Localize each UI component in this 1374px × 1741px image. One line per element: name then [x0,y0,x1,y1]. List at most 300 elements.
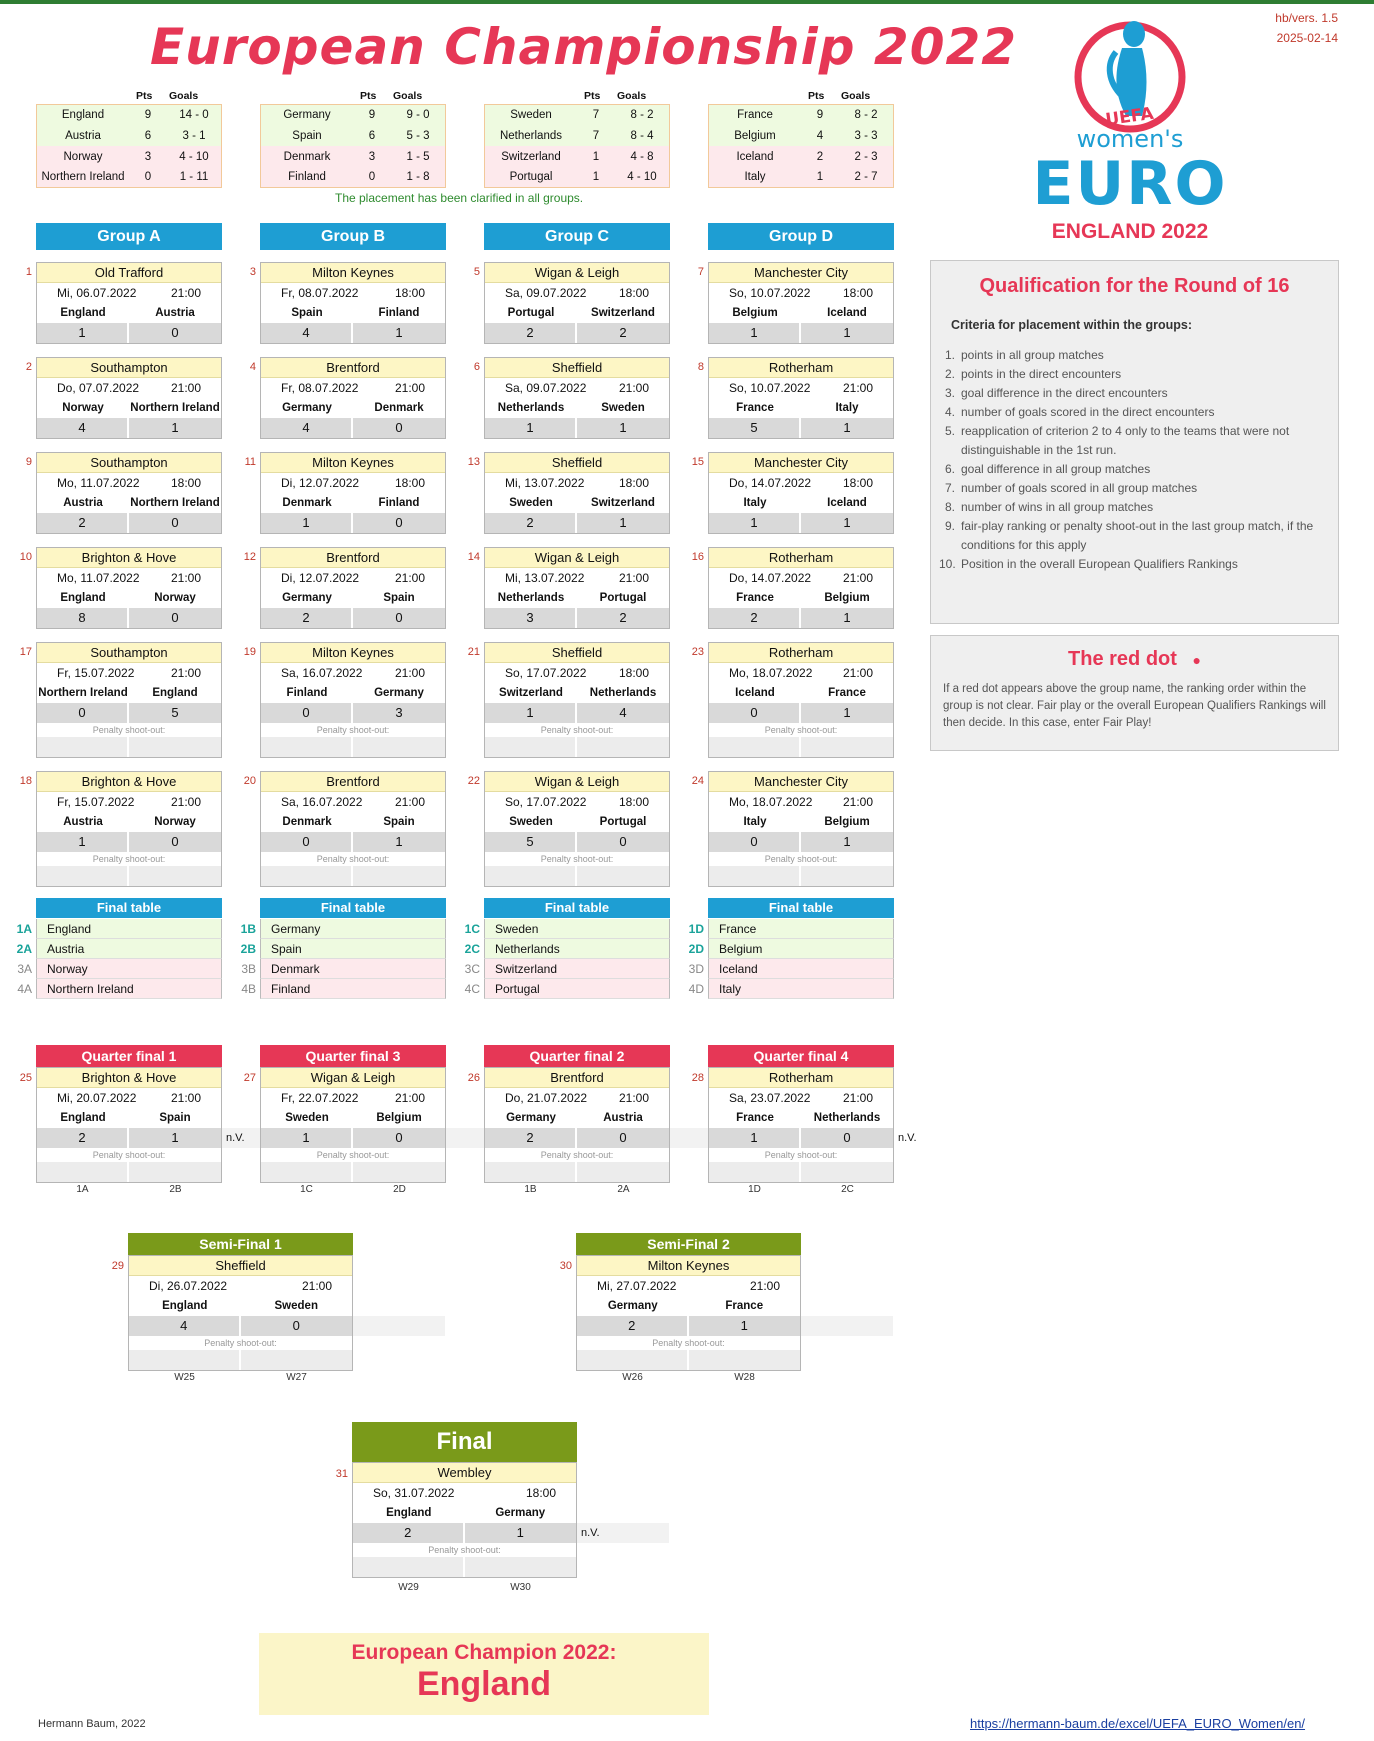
home-score[interactable]: 8 [37,608,129,628]
away-penalty[interactable] [353,1162,445,1182]
penalty-label: Penalty shoot-out: [540,1150,614,1160]
final-header: Final [352,1422,577,1462]
away-penalty[interactable] [577,1162,669,1182]
match-time: 21:00 [394,381,425,395]
away-team: Finland [378,497,420,509]
match-card [36,262,222,344]
match-card [260,452,446,534]
goals-header: Goals [393,90,423,102]
away-score[interactable]: 1 [171,420,179,435]
home-penalty[interactable] [485,1162,577,1182]
away-score[interactable]: 0 [292,1318,300,1333]
away-penalty[interactable] [689,1350,801,1370]
standings-pts: 6 [144,129,152,142]
match-card [484,547,670,629]
match-time: 21:00 [170,1091,201,1105]
criteria-number: 3. [944,386,955,400]
match-date: Sa, 09.07.2022 [505,286,587,300]
match-score [261,608,445,628]
final-table-place: 1D [688,922,704,936]
home-team: Norway [62,402,104,414]
match-score [485,323,669,343]
match-time: 21:00 [170,381,201,395]
away-score[interactable]: 1 [843,515,851,530]
away-team: Northern Ireland [130,497,220,509]
standings-row [708,167,894,188]
final-table-place: 4C [464,982,480,996]
home-team: Denmark [282,816,332,828]
away-penalty[interactable] [801,1162,893,1182]
match-datetime [37,1088,221,1108]
standings-pts: 6 [368,129,376,142]
match-venue: Wembley [353,1463,576,1483]
standings-goals: 3 - 3 [854,129,878,142]
away-team: Netherlands [813,1112,881,1124]
match-date: Fr, 15.07.2022 [57,795,135,809]
standings-pts: 3 [144,150,152,163]
standings-goals: 8 - 4 [630,129,654,142]
home-penalty[interactable] [261,1162,353,1182]
match-number: 4 [249,361,256,373]
match-datetime [353,1483,576,1503]
away-score[interactable]: 1 [843,420,851,435]
qualifier-slot: W25 [174,1372,195,1383]
match-venue: Wigan & Leigh [261,1068,445,1088]
home-score[interactable]: 0 [261,832,353,852]
final-table-team: Denmark [260,959,446,979]
group-header-1[interactable]: Group B [260,223,446,250]
match-date: Di, 26.07.2022 [149,1279,228,1293]
penalty-score [709,1162,893,1182]
final-table-place: 1B [240,922,256,936]
match-number: 21 [467,646,480,658]
match-venue: Rotherham [709,548,893,568]
standings-goals: 2 - 3 [854,150,878,163]
final-table-team: Iceland [708,959,894,979]
home-score[interactable]: 2 [577,1316,689,1336]
away-team: Germany [495,1507,546,1519]
standings-goals: 4 - 10 [627,171,657,183]
criteria-text: points in all group matches [961,348,1104,362]
criteria-item [939,498,1324,517]
home-score[interactable]: 4 [129,1316,241,1336]
match-date: Sa, 16.07.2022 [281,795,363,809]
away-score[interactable]: 0 [619,1130,627,1145]
match-datetime [485,378,669,398]
match-number: 19 [243,646,256,658]
match-time: 21:00 [170,666,201,680]
match-date: Do, 21.07.2022 [505,1091,588,1105]
away-penalty[interactable] [129,866,221,886]
match-venue: Brentford [261,548,445,568]
home-score[interactable]: 2 [37,513,129,533]
home-team: France [736,592,774,604]
match-date: Mo, 18.07.2022 [729,666,813,680]
match-score [37,323,221,343]
home-penalty[interactable] [485,737,577,757]
standings-team: Spain [292,129,322,142]
home-score[interactable]: 1 [485,418,577,438]
away-score[interactable]: 1 [171,1130,179,1145]
footer-link[interactable]: https://hermann-baum.de/excel/UEFA_EURO_Women/en/ [970,1716,1306,1731]
match-card [260,771,446,887]
home-penalty[interactable] [709,866,801,886]
match-teams [37,493,221,513]
away-score[interactable]: 0 [171,515,179,530]
match-time: 21:00 [842,381,873,395]
away-team: Switzerland [591,307,655,319]
home-score[interactable]: 2 [37,1128,129,1148]
away-penalty[interactable] [353,737,445,757]
home-score[interactable]: 4 [261,323,353,343]
away-score[interactable]: 4 [619,705,627,720]
criteria-number: 6. [944,462,955,476]
match-venue: Manchester City [709,772,893,792]
pts-header: Pts [360,90,377,102]
final-table-team: Finland [260,979,446,999]
match-number: 2 [25,361,32,373]
match-time: 21:00 [618,571,649,585]
standings-table-0 [36,86,222,188]
standings-goals: 5 - 3 [406,129,430,142]
qualification-title: Qualification for the Round of 16 [979,275,1290,297]
away-team: Spain [159,1112,191,1124]
away-score[interactable]: 1 [740,1318,748,1333]
match-teams [261,588,445,608]
home-penalty[interactable] [37,737,129,757]
away-score[interactable]: 1 [843,325,851,340]
match-venue: Sheffield [485,453,669,473]
quarter-final-header: Quarter final 3 [260,1045,446,1067]
standings-team: Italy [744,171,766,183]
away-score[interactable]: 1 [843,610,851,625]
home-score[interactable]: 2 [353,1523,465,1543]
match-card [708,357,894,439]
match-card [708,262,894,344]
match-number: 3 [249,266,256,278]
qualification-panel [930,260,1339,624]
away-score[interactable]: 0 [395,1130,403,1145]
standings-row [36,146,222,167]
match-score [37,703,221,723]
page-title: European Championship 2022 [150,18,1018,76]
standings-header [36,86,222,104]
standings-table-2 [484,86,670,188]
criteria-item [939,422,1324,460]
standings-pts: 2 [816,150,824,163]
group-header-0[interactable]: Group A [36,223,222,250]
standings-row [484,104,670,125]
match-datetime [37,283,221,303]
away-penalty[interactable] [465,1557,577,1577]
away-score[interactable]: 2 [619,325,627,340]
home-score[interactable]: 1 [261,513,353,533]
standings-pts: 7 [592,129,600,142]
match-card [36,547,222,629]
home-penalty[interactable] [709,1162,801,1182]
home-team: Northern Ireland [38,687,128,699]
clarified-note: The placement has been clarified in all groups. [335,191,584,205]
penalty-label: Penalty shoot-out: [92,854,166,864]
match-time: 21:00 [394,571,425,585]
quarter-final-header: Quarter final 2 [484,1045,670,1067]
group-header-2[interactable]: Group C [484,223,670,250]
match-time: 18:00 [842,286,873,300]
version-info [1275,8,1338,48]
match-teams [37,398,221,418]
match-venue: Brentford [485,1068,669,1088]
match-date: So, 31.07.2022 [373,1486,455,1500]
home-score[interactable]: 2 [485,513,577,533]
away-score[interactable]: 1 [619,420,627,435]
qualifier-slot: 2D [393,1184,406,1195]
match-time: 21:00 [749,1279,780,1293]
home-team: England [386,1507,432,1519]
reddot-title [931,648,1338,671]
qualifier-slot: 1C [300,1184,313,1195]
home-penalty[interactable] [129,1350,241,1370]
penalty-score [577,1350,800,1370]
away-score[interactable]: 1 [843,705,851,720]
standings-pts: 0 [368,171,376,183]
final-table-place: 1C [464,922,480,936]
final-table-place: 4A [17,982,32,996]
home-score[interactable]: 2 [485,323,577,343]
match-venue: Milton Keynes [577,1256,800,1276]
match-teams [485,493,669,513]
home-score[interactable]: 1 [709,1128,801,1148]
score-extension [353,1316,445,1336]
final-table-place: 2D [688,942,704,956]
goals-header: Goals [169,90,199,102]
away-penalty[interactable] [353,866,445,886]
criteria-item [939,517,1324,555]
match-score [485,513,669,533]
match-datetime [485,473,669,493]
match-date: So, 10.07.2022 [729,381,811,395]
match-datetime [261,568,445,588]
away-score[interactable]: 0 [619,834,627,849]
home-score[interactable]: 4 [37,418,129,438]
match-datetime [261,473,445,493]
standings-pts: 1 [592,171,600,183]
standings-goals: 8 - 2 [630,109,654,121]
match-card [352,1462,577,1578]
home-score[interactable]: 2 [709,608,801,628]
match-score [485,832,669,852]
match-score [485,703,669,723]
criteria-item [939,384,1324,403]
away-team: Austria [603,1112,643,1124]
match-date: Di, 12.07.2022 [281,476,360,490]
criteria-text: points in the direct encounters [961,367,1122,381]
away-penalty[interactable] [129,1162,221,1182]
home-team: Denmark [282,497,332,509]
match-date: Fr, 08.07.2022 [281,286,359,300]
away-score[interactable]: 0 [395,610,403,625]
penalty-score [485,866,669,886]
home-penalty[interactable] [485,866,577,886]
home-score[interactable]: 3 [485,608,577,628]
match-number: 14 [467,551,480,563]
home-team: Switzerland [499,687,563,699]
home-score[interactable]: 4 [261,418,353,438]
match-date: Mi, 20.07.2022 [57,1091,137,1105]
home-penalty[interactable] [577,1350,689,1370]
match-card [708,1067,894,1183]
match-card [260,262,446,344]
home-penalty[interactable] [261,866,353,886]
match-card [708,452,894,534]
standings-goals: 14 - 0 [179,109,209,121]
home-team: Belgium [732,307,778,319]
match-score [577,1316,800,1336]
home-score[interactable]: 1 [261,1128,353,1148]
match-teams [261,493,445,513]
away-penalty[interactable] [129,737,221,757]
away-team: Italy [835,402,859,414]
match-card [128,1255,353,1371]
away-score[interactable]: 1 [516,1525,524,1540]
top-border [0,0,1374,4]
match-card [484,1067,670,1183]
match-datetime [261,378,445,398]
away-score[interactable]: 1 [395,325,403,340]
home-penalty[interactable] [709,737,801,757]
home-penalty[interactable] [261,737,353,757]
goals-header: Goals [617,90,647,102]
home-score[interactable]: 2 [485,1128,577,1148]
match-score [261,513,445,533]
home-score[interactable]: 5 [485,832,577,852]
pts-header: Pts [136,90,153,102]
match-venue: Manchester City [709,263,893,283]
standings-goals: 3 - 1 [182,129,206,142]
standings-row [260,146,446,167]
standings-team: Switzerland [501,150,561,163]
away-score[interactable]: 1 [395,834,403,849]
match-date: Fr, 15.07.2022 [57,666,135,680]
match-card [36,642,222,758]
away-score[interactable]: 0 [171,610,179,625]
match-number: 6 [473,361,480,373]
match-time: 18:00 [618,286,649,300]
home-score[interactable]: 1 [485,703,577,723]
away-score[interactable]: 0 [171,834,179,849]
match-score [37,608,221,628]
standings-goals: 4 - 10 [179,150,209,163]
away-penalty[interactable] [801,737,893,757]
away-score[interactable]: 0 [395,515,403,530]
standings-pts: 9 [368,109,376,121]
home-penalty[interactable] [37,1162,129,1182]
home-score[interactable]: 5 [709,418,801,438]
home-score[interactable]: 1 [709,513,801,533]
reddot-text: If a red dot appears above the group name, the ranking order within the group is not clear. Fair play or the overall European Qualifiers Rankings will then decide. In this case, enter Fair Play! [943,683,1326,729]
match-score [37,418,221,438]
standings-team: France [737,109,773,121]
home-score[interactable]: 0 [709,703,801,723]
home-score[interactable]: 1 [37,832,129,852]
away-score[interactable]: 3 [395,705,403,720]
match-teams [485,588,669,608]
home-score[interactable]: 1 [37,323,129,343]
match-time: 18:00 [170,476,201,490]
match-venue: Southampton [37,358,221,378]
home-penalty[interactable] [353,1557,465,1577]
match-number: 20 [243,775,256,787]
match-date: Fr, 22.07.2022 [281,1091,359,1105]
home-score[interactable]: 1 [709,323,801,343]
criteria-item [939,555,1324,574]
away-score[interactable]: 0 [395,420,403,435]
match-number: 26 [467,1072,480,1084]
final-table-place: 2A [16,942,32,956]
home-penalty[interactable] [37,866,129,886]
match-teams [37,1108,221,1128]
home-score[interactable]: 0 [709,832,801,852]
match-score [261,1128,445,1148]
home-team: Finland [286,687,328,699]
away-score[interactable]: 1 [619,515,627,530]
away-score[interactable]: 1 [843,834,851,849]
criteria-number: 9. [944,519,955,533]
criteria-text: number of goals scored in the direct encounters [961,405,1215,419]
group-header-3[interactable]: Group D [708,223,894,250]
penalty-label: Penalty shoot-out: [540,854,614,864]
match-card [484,452,670,534]
away-score[interactable]: 0 [171,325,179,340]
away-penalty[interactable] [801,866,893,886]
home-score[interactable]: 2 [261,608,353,628]
final-table-place: 3D [688,962,704,976]
away-score[interactable]: 0 [843,1130,851,1145]
away-team: Northern Ireland [130,402,220,414]
home-team: Italy [743,497,767,509]
penalty-label: Penalty shoot-out: [764,854,838,864]
score-extension [801,1316,893,1336]
standings-goals: 8 - 2 [854,109,878,121]
match-teams [261,812,445,832]
away-penalty[interactable] [241,1350,353,1370]
home-score[interactable]: 0 [261,703,353,723]
match-datetime [709,283,893,303]
match-time: 21:00 [394,1091,425,1105]
match-venue: Manchester City [709,453,893,473]
away-score[interactable]: 2 [619,610,627,625]
away-penalty[interactable] [577,737,669,757]
match-card [260,547,446,629]
away-team: Portugal [599,816,647,828]
penalty-label: Penalty shoot-out: [764,1150,838,1160]
match-score [709,513,893,533]
match-date: So, 10.07.2022 [729,286,811,300]
match-number: 10 [19,551,32,563]
away-team: Portugal [599,592,647,604]
criteria-list [939,346,1324,574]
penalty-label: Penalty shoot-out: [92,1150,166,1160]
match-venue: Rotherham [709,1068,893,1088]
away-score[interactable]: 5 [171,705,179,720]
match-number: 29 [111,1260,124,1272]
match-teams [709,493,893,513]
match-datetime [709,568,893,588]
away-penalty[interactable] [577,866,669,886]
match-score [709,703,893,723]
home-score[interactable]: 0 [37,703,129,723]
match-time: 21:00 [842,1091,873,1105]
goals-header: Goals [841,90,871,102]
